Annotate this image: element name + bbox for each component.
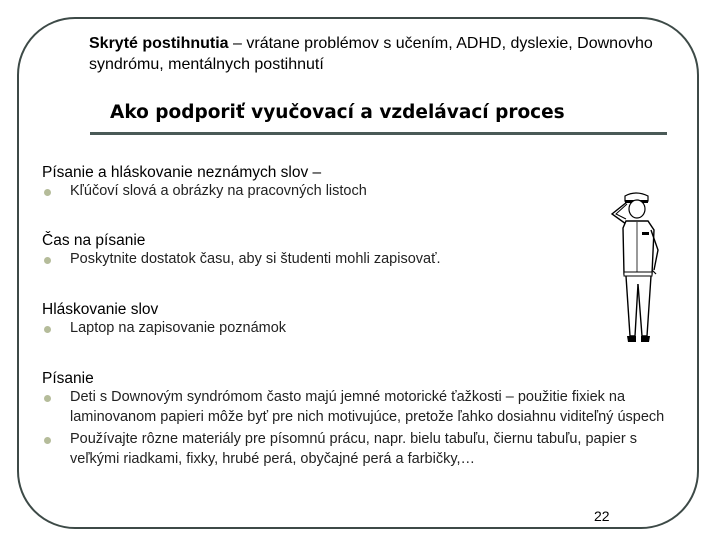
list-item: [42, 430, 672, 469]
saluting-officer-icon: [598, 188, 668, 353]
section-writing-spelling: [42, 163, 682, 202]
section-time-for-writing: [42, 231, 682, 270]
list-item-text: Kľúčoví slová a obrázky na pracovných listoch: [70, 183, 367, 199]
list-item: [42, 319, 682, 339]
bullet-icon: [44, 395, 51, 402]
page-number: 22: [594, 508, 610, 524]
list-item-text: Deti s Downovým syndrómom často majú jemné motorické ťažkosti – použitie fixiek na laminovanom papieri môže byť pre nich motivujúce, pretože ľahko dosiahnu viditeľný úspech: [70, 389, 665, 425]
list-item-text: Laptop na zapisovanie poznámok: [70, 320, 287, 336]
section-spelling-words: [42, 300, 682, 339]
header-title-bold: Skryté postihnutia: [89, 35, 229, 52]
bullet-icon: [44, 189, 51, 196]
list-item: [42, 182, 682, 202]
list-item-text: Používajte rôzne materiály pre písomnú prácu, napr. bielu tabuľu, čiernu tabuľu, papier s veľkými riadkami, fixky, hrubé perá, obyčajné perá a farbičky,…: [70, 431, 638, 467]
bullet-icon: [44, 437, 51, 444]
slide-subtitle: Ako podporiť vyučovací a vzdelávací proces: [110, 102, 565, 123]
section-title: Písanie: [42, 370, 94, 387]
section-writing: [42, 369, 672, 469]
subtitle-rule: [90, 132, 667, 135]
bullet-icon: [44, 326, 51, 333]
section-title: Čas na písanie: [42, 232, 146, 249]
section-title: Písanie a hláskovanie neznámych slov –: [42, 164, 322, 181]
list-item: [42, 250, 682, 270]
header-title-rest: – vrátane problémov s učením, ADHD, dyslexie, Downovho syndrómu, mentálnych postihnutí: [89, 35, 653, 73]
list-item-text: Poskytnite dostatok času, aby si študenti mohli zapisovať.: [70, 251, 441, 267]
section-title: Hláskovanie slov: [42, 301, 159, 318]
list-item: [42, 388, 672, 427]
slide-header: [89, 33, 679, 75]
bullet-icon: [44, 257, 51, 264]
